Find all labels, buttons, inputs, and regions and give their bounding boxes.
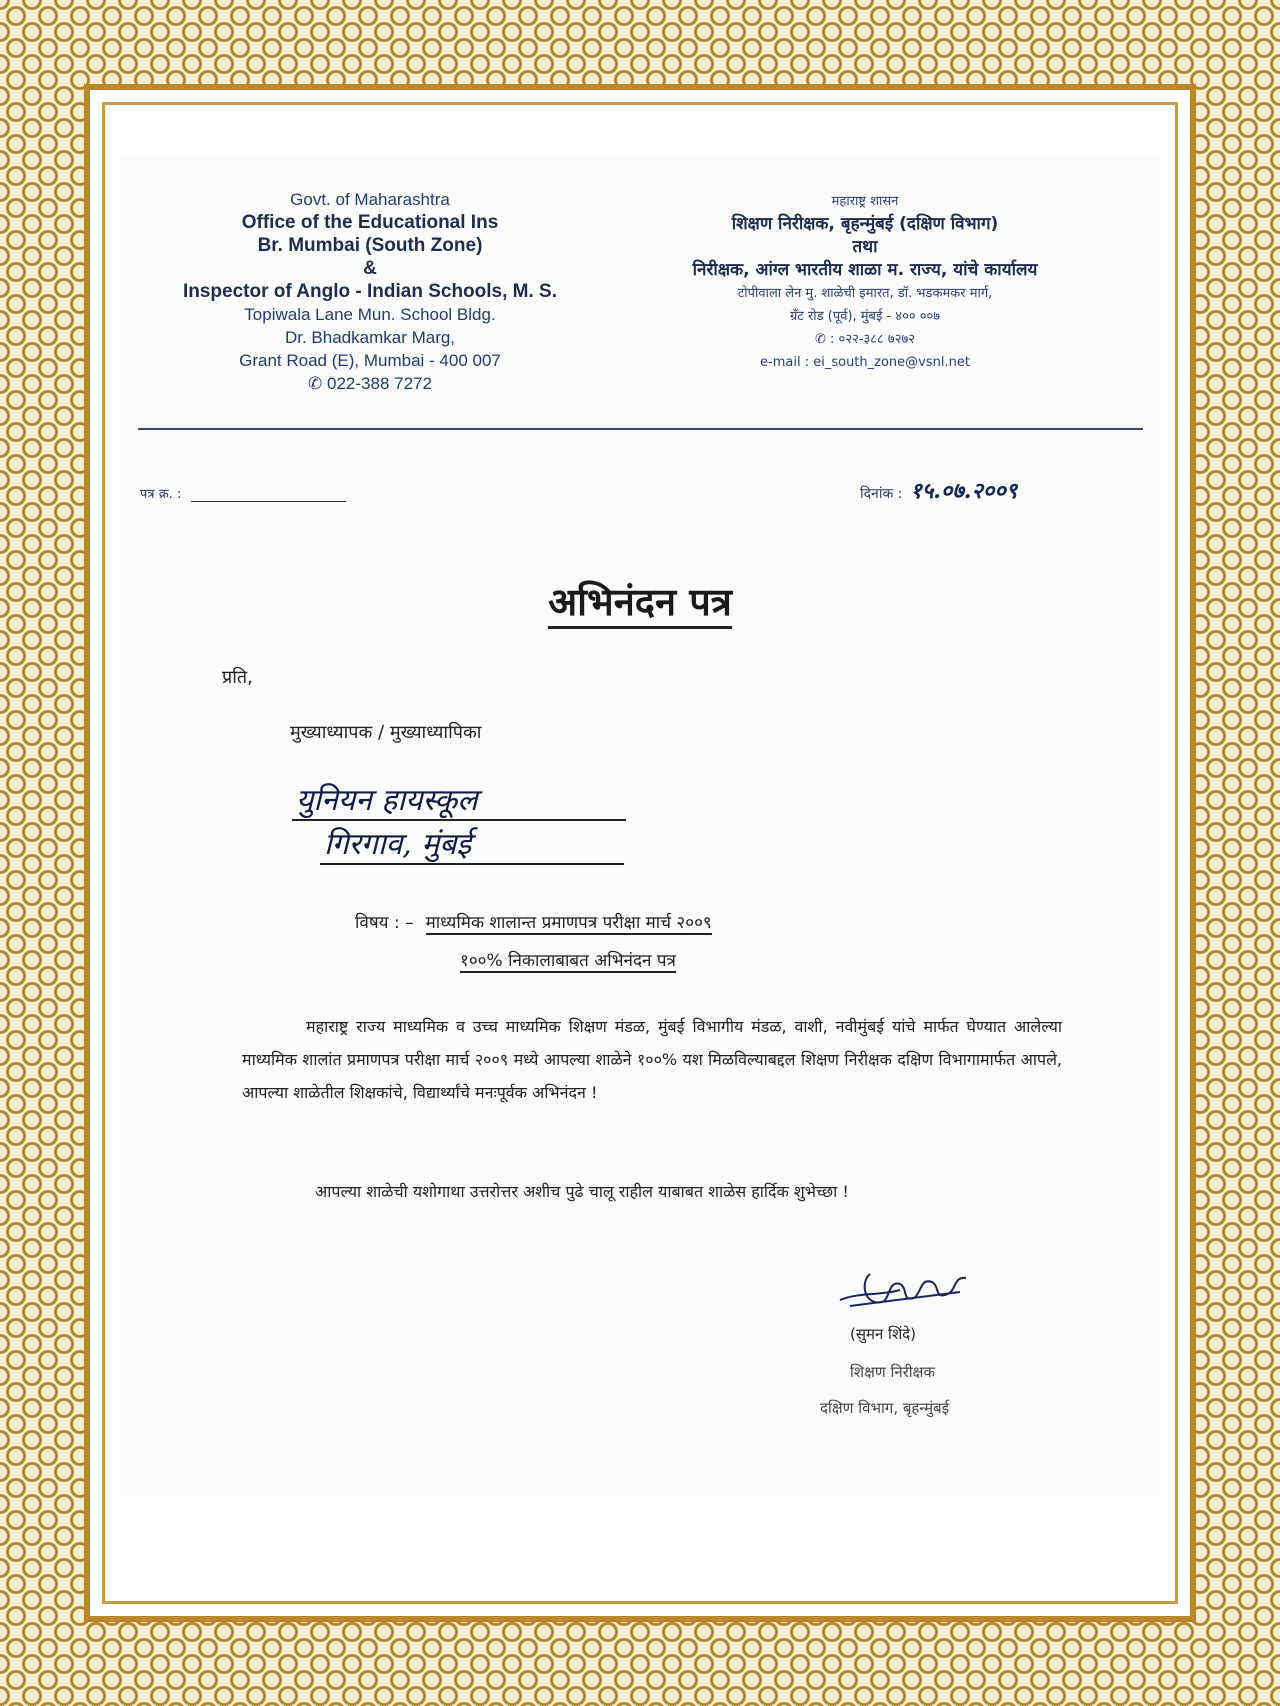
phone-number-mr: ✆ : ०२२-३८८ ७२७२ <box>815 332 915 347</box>
date-label: दिनांक : <box>860 486 903 502</box>
header-marathi <box>630 190 1100 374</box>
letter-body: महाराष्ट्र राज्य माध्यमिक व उच्च माध्यमिक शिक्षण मंडळ, मुंबई विभागीय मंडळ, वाशी, नवीमुंबई यांचे मार्फत घेण्यात आलेल्या माध्यमिक शालांत प्रमाणपत्र परीक्षा मार्च २००९ मध्ये आपल्या शाळेने १००% यश मिळविल्याबद्दल शिक्षण निरीक्षक दक्षिण विभागामार्फत आपले, आपल्या शाळेतील शिक्षकांचे, विद्यार्थ्यांचे मनःपूर्वक अभिनंदन ! <box>242 1017 1062 1102</box>
reference-number <box>140 484 346 502</box>
date-value: १५.०७.२००९ <box>910 478 1018 504</box>
subject-label: विषय : – <box>355 913 414 933</box>
conjunction-mr: तथा <box>852 237 878 257</box>
signature-scribble <box>830 1262 980 1320</box>
ampersand: & <box>363 258 377 279</box>
subject-text-2: १००% निकालाबाबत अभिनंदन पत्र <box>460 948 676 973</box>
office-label: Office of the Educational Ins <box>241 212 499 233</box>
handwritten-school-name: युनियन हायस्कूल <box>292 778 626 821</box>
recipient-role: मुख्याध्यापक / मुख्याध्यापिका <box>290 722 482 743</box>
address-line-1-mr: टोपीवाला लेन मु. शाळेची इमारत, डॉ. भडकमकर मार्ग, <box>737 286 993 301</box>
inspector-label-mr: निरीक्षक, आंग्ल भारतीय शाळा म. राज्य, यांचे कार्यालय <box>692 260 1038 280</box>
signatory-designation: शिक्षण निरीक्षक <box>850 1363 935 1381</box>
phone-number: ✆ 022-388 7272 <box>308 374 432 393</box>
inspector-label: Inspector of Anglo - Indian Schools, M. S. <box>182 281 558 302</box>
zone-label: Br. Mumbai (South Zone) <box>257 235 483 256</box>
header-divider <box>138 428 1143 430</box>
signatory-name: (सुमन शिंदे) <box>850 1325 916 1343</box>
subject-line <box>355 910 712 933</box>
address-line-3: Grant Road (E), Mumbai - 400 007 <box>239 351 501 370</box>
address-line-1: Topiwala Lane Mun. School Bldg. <box>244 305 496 324</box>
document-title-text: अभिनंदन पत्र <box>548 579 732 629</box>
address-line-2-mr: ग्रँट रोड (पूर्व), मुंबई - ४०० ००७ <box>789 309 941 324</box>
handwritten-school-location: गिरगाव, मुंबई <box>320 822 624 865</box>
address-line-2: Dr. Bhadkamkar Marg, <box>284 328 456 347</box>
subject-text-1: माध्यमिक शालान्त प्रमाणपत्र परीक्षा मार्च २००९ <box>425 913 712 933</box>
govt-label-mr: महाराष्ट्र शासन <box>831 194 899 209</box>
reference-blank-line <box>191 501 346 502</box>
reference-label: पत्र क्र. : <box>140 487 182 502</box>
salutation: प्रति, <box>222 667 253 688</box>
signatory-office: दक्षिण विभाग, बृहन्मुंबई <box>820 1399 950 1417</box>
document-title <box>0 575 1280 627</box>
closing-wish: आपल्या शाळेची यशोगाथा उत्तरोत्तर अशीच पुढे चालू राहील याबाबत शाळेस हार्दिक शुभेच्छा ! <box>315 1182 849 1201</box>
govt-label: Govt. of Maharashtra <box>290 190 450 209</box>
email-address: e-mail : ei_south_zone@vsnl.net <box>760 355 970 370</box>
office-label-mr: शिक्षण निरीक्षक, बृहन्मुंबई (दक्षिण विभाग) <box>731 214 999 234</box>
header-english <box>140 188 600 395</box>
date-block <box>860 475 1017 505</box>
